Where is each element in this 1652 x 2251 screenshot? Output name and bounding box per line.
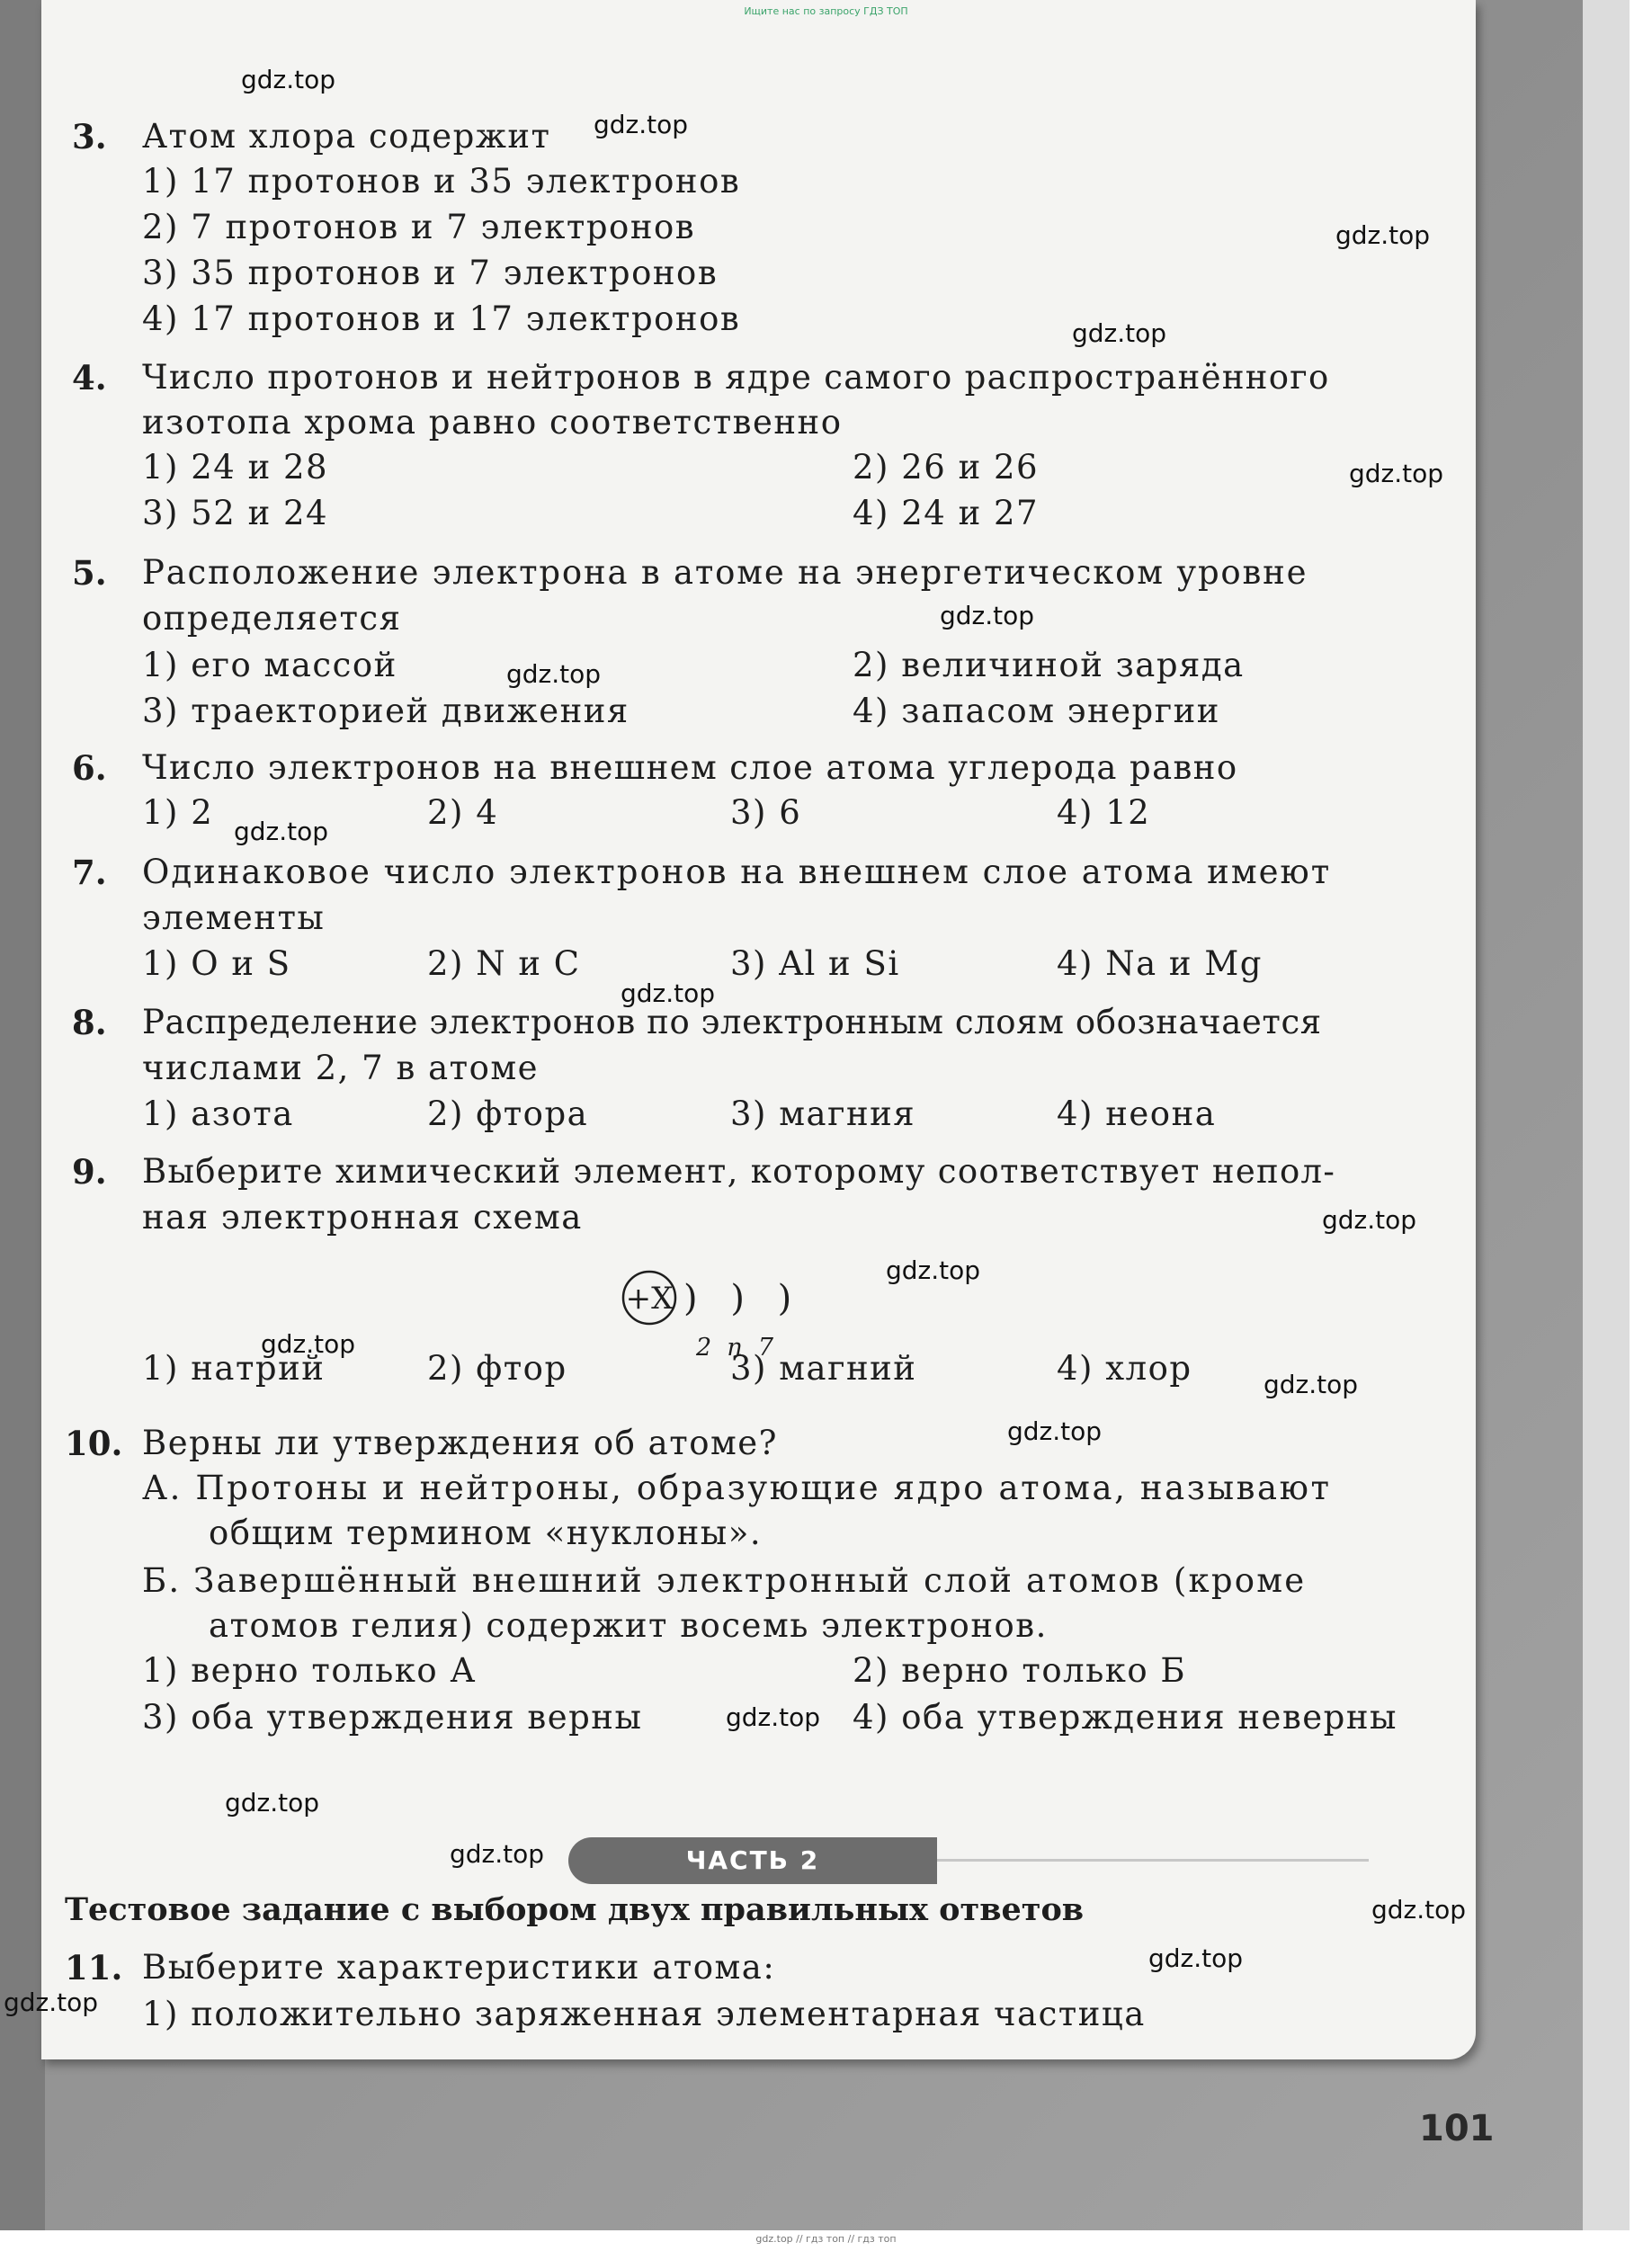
- q6-number: 6.: [72, 748, 107, 788]
- q8-option-4: 4) неона: [1057, 1094, 1217, 1133]
- watermark: gdz.top: [886, 1255, 981, 1285]
- electron-shells: ) ) ): [683, 1278, 800, 1319]
- q7-option-4: 4) Na и Mg: [1057, 944, 1263, 983]
- q4-line-2: изотопа хрома равно соответственно: [142, 403, 843, 442]
- q7-line-2: элементы: [142, 898, 326, 937]
- q5-option-2: 2) величиной заряда: [853, 646, 1245, 684]
- watermark: gdz.top: [234, 817, 329, 846]
- q7-option-3: 3) Al и Si: [730, 944, 900, 983]
- q5-number: 5.: [72, 553, 107, 593]
- q3-option-3: 3) 35 протонов и 7 электронов: [142, 254, 719, 292]
- q8-number: 8.: [72, 1003, 107, 1042]
- part-2-divider: [937, 1859, 1369, 1862]
- q10-statement-b-line-1: Б. Завершённый внешний электронный слой атомов (кроме: [142, 1561, 1307, 1600]
- q3-option-2: 2) 7 протонов и 7 электронов: [142, 208, 696, 246]
- electron-scheme: [621, 1264, 800, 1362]
- part-2-heading: Тестовое задание с выбором двух правильных ответов: [65, 1891, 1085, 1928]
- q5-option-3: 3) траекторией движения: [142, 692, 630, 730]
- q10-option-1: 1) верно только А: [142, 1651, 477, 1690]
- q6-text: Число электронов на внешнем слое атома углерода равно: [142, 748, 1238, 787]
- q9-option-1: 1) натрий: [142, 1349, 326, 1388]
- q9-line-2: ная электронная схема: [142, 1198, 583, 1237]
- q9-option-4: 4) хлор: [1057, 1349, 1192, 1388]
- q4-number: 4.: [72, 358, 107, 397]
- q10-text: Верны ли утверждения об атоме?: [142, 1424, 778, 1462]
- watermark: gdz.top: [450, 1839, 545, 1869]
- bottom-banner[interactable]: gdz.top // гдз топ // гдз топ: [755, 2233, 897, 2245]
- q4-option-4: 4) 24 и 27: [853, 494, 1040, 532]
- watermark: gdz.top: [594, 110, 689, 139]
- q10-number: 10.: [65, 1424, 123, 1463]
- top-banner[interactable]: Ищите нас по запросу ГДЗ ТОП: [744, 5, 908, 17]
- watermark: gdz.top: [1371, 1895, 1467, 1925]
- q9-option-3: 3) магний: [730, 1349, 917, 1388]
- q3-option-1: 1) 17 протонов и 35 электронов: [142, 162, 741, 201]
- q11-text: Выберите характеристики атома:: [142, 1948, 776, 1987]
- watermark: gdz.top: [1072, 318, 1167, 348]
- q8-option-1: 1) азота: [142, 1094, 294, 1133]
- watermark: gdz.top: [225, 1788, 320, 1818]
- shell-electron-counts: 2 n 7: [696, 1334, 774, 1362]
- q10-statement-a-line-1: А. Протоны и нейтроны, образующие ядро атома, называют: [142, 1469, 1332, 1507]
- q4-line-1: Число протонов и нейтронов в ядре самого распространённого: [142, 358, 1330, 397]
- q5-line-1: Расположение электрона в атоме на энергетическом уровне: [142, 553, 1308, 592]
- q8-line-1: Распределение электронов по электронным слоям обозначается: [142, 1003, 1322, 1041]
- watermark: gdz.top: [261, 1329, 356, 1359]
- watermark: gdz.top: [1007, 1416, 1103, 1446]
- watermark: gdz.top: [621, 978, 716, 1008]
- q6-option-2: 2) 4: [427, 793, 499, 832]
- book-gutter: [0, 0, 45, 2230]
- q6-option-1: 1) 2: [142, 793, 214, 832]
- q10-statement-a-line-2: общим термином «нуклоны».: [209, 1514, 763, 1552]
- q9-number: 9.: [72, 1152, 107, 1192]
- q9-option-2: 2) фтор: [427, 1349, 567, 1388]
- watermark: gdz.top: [1264, 1370, 1359, 1399]
- watermark: gdz.top: [1349, 459, 1444, 488]
- q3-option-4: 4) 17 протонов и 17 электронов: [142, 299, 741, 338]
- q7-option-1: 1) O и S: [142, 944, 291, 983]
- watermark: gdz.top: [1335, 220, 1431, 250]
- q4-option-1: 1) 24 и 28: [142, 448, 329, 487]
- part-2-badge: ЧАСТЬ 2: [568, 1837, 937, 1884]
- q7-line-1: Одинаковое число электронов на внешнем слое атома имеют: [142, 853, 1332, 891]
- watermark: gdz.top: [940, 601, 1035, 630]
- q10-statement-b-line-2: атомов гелия) содержит восемь электронов.: [209, 1606, 1048, 1645]
- watermark: gdz.top: [1148, 1943, 1244, 1973]
- q9-line-1: Выберите химический элемент, которому соответствует непол-: [142, 1152, 1336, 1191]
- q6-option-3: 3) 6: [730, 793, 802, 832]
- q4-option-3: 3) 52 и 24: [142, 494, 329, 532]
- q11-option-1: 1) положительно заряженная элементарная частица: [142, 1995, 1146, 2033]
- q5-option-4: 4) запасом энергии: [853, 692, 1220, 730]
- q10-option-4: 4) оба утверждения неверны: [853, 1698, 1398, 1737]
- page-number: 101: [1419, 2108, 1495, 2149]
- q7-option-2: 2) N и C: [427, 944, 581, 983]
- q8-line-2: числами 2, 7 в атоме: [142, 1049, 540, 1087]
- q4-option-2: 2) 26 и 26: [853, 448, 1040, 487]
- q10-option-2: 2) верно только Б: [853, 1651, 1187, 1690]
- q7-number: 7.: [72, 853, 107, 892]
- q8-option-3: 3) магния: [730, 1094, 916, 1133]
- q5-line-2: определяется: [142, 599, 402, 638]
- watermark: gdz.top: [241, 65, 336, 94]
- watermark: gdz.top: [4, 1987, 99, 2017]
- watermark: gdz.top: [1322, 1205, 1417, 1235]
- nucleus-label: +X: [625, 1281, 674, 1317]
- q3-text: Атом хлора содержит: [142, 117, 551, 156]
- q5-option-1: 1) его массой: [142, 646, 397, 684]
- q6-option-4: 4) 12: [1057, 793, 1151, 832]
- q3-number: 3.: [72, 117, 107, 156]
- watermark: gdz.top: [726, 1702, 821, 1732]
- q8-option-2: 2) фтора: [427, 1094, 589, 1133]
- watermark: gdz.top: [506, 659, 602, 689]
- q10-option-3: 3) оба утверждения верны: [142, 1698, 643, 1737]
- q11-number: 11.: [65, 1948, 123, 1987]
- scan-edge: [1583, 0, 1630, 2230]
